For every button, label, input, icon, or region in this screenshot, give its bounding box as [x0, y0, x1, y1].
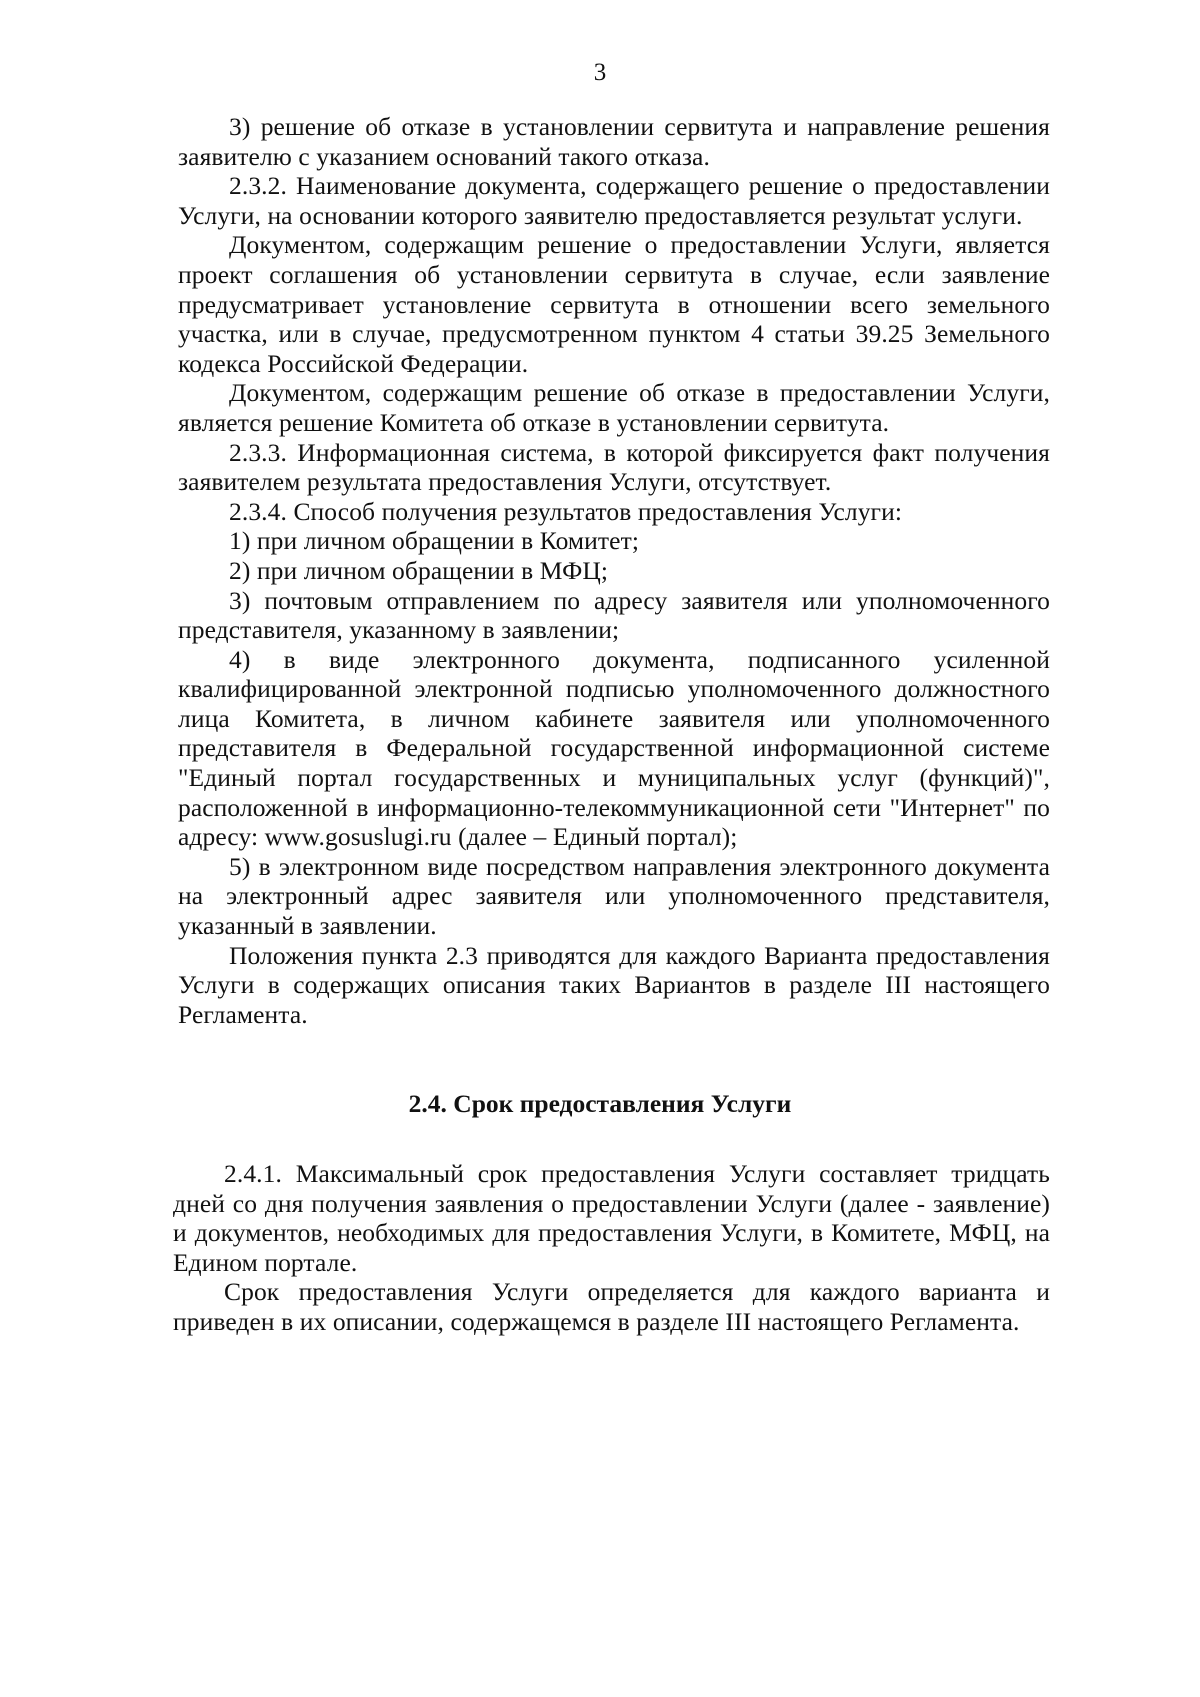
paragraph: 2.4.1. Максимальный срок предоставления Услуги составляет тридцать дней со дня получения заявления о предоставлении Услуги (далее - заявление) и документов, необходимых для предоставления Услуги, в Комитете, МФЦ, на Едином портале.: [173, 1159, 1050, 1277]
page-number: 3: [593, 59, 607, 86]
list-item: 1) при личном обращении в Комитет;: [229, 526, 640, 556]
list-item: 3) почтовым отправлением по адресу заявителя или уполномоченного представителя, указанному в заявлении;: [178, 585, 1050, 645]
paragraph: Положения пункта 2.3 приводятся для каждого Варианта предоставления Услуги в содержащих описания таких Вариантов в разделе III настоящего Регламента.: [178, 940, 1050, 1029]
paragraph: Документом, содержащим решение о предоставлении Услуги, является проект соглашения об установлении сервитута в случае, если заявление предусматривает установление сервитута в отношении всего земельного участка, или в случае, предусмотренном пунктом 4 статьи 39.25 Земельного кодекса Российской Федерации.: [178, 230, 1050, 378]
paragraph: 2.3.3. Информационная система, в которой фиксируется факт получения заявителем результата предоставления Услуги, отсутствует.: [178, 437, 1050, 497]
paragraph: Документом, содержащим решение об отказе в предоставлении Услуги, является решение Комитета об отказе в установлении сервитута.: [178, 378, 1050, 437]
section-heading: 2.4. Срок предоставления Услуги: [408, 1089, 792, 1118]
list-item: 2) при личном обращении в МФЦ;: [229, 555, 609, 585]
section-heading-wrap: [0, 1089, 1200, 1119]
list-item: 5) в электронном виде посредством направления электронного документа на электронный адрес заявителя или уполномоченного представителя, указанный в заявлении.: [178, 851, 1050, 941]
paragraph: 2.3.4. Способ получения результатов предоставления Услуги:: [229, 496, 903, 526]
section-2-4: [173, 1159, 1050, 1337]
paragraph: Срок предоставления Услуги определяется для каждого варианта и приведен в их описании, содержащемся в разделе III настоящего Регламента.: [173, 1277, 1050, 1336]
list-item: 4) в виде электронного документа, подписанного усиленной квалифицированной электронной подписью уполномоченного должностного лица Комитета, в личном кабинете заявителя или уполномоченного представителя в Федеральной государственной информационной системе "Единый портал государственных и муниципальных услуг (функций)", расположенной в информационно-телекоммуникационной сети "Интернет" по адресу: www.gosuslugi.ru (далее – Единый портал);: [178, 644, 1050, 852]
paragraph: 2.3.2. Наименование документа, содержащего решение о предоставлении Услуги, на основании которого заявителю предоставляется результат услуги.: [178, 171, 1050, 230]
paragraph: 3) решение об отказе в установлении сервитута и направление решения заявителю с указанием оснований такого отказа.: [178, 112, 1050, 171]
document-body: [178, 112, 1050, 1029]
